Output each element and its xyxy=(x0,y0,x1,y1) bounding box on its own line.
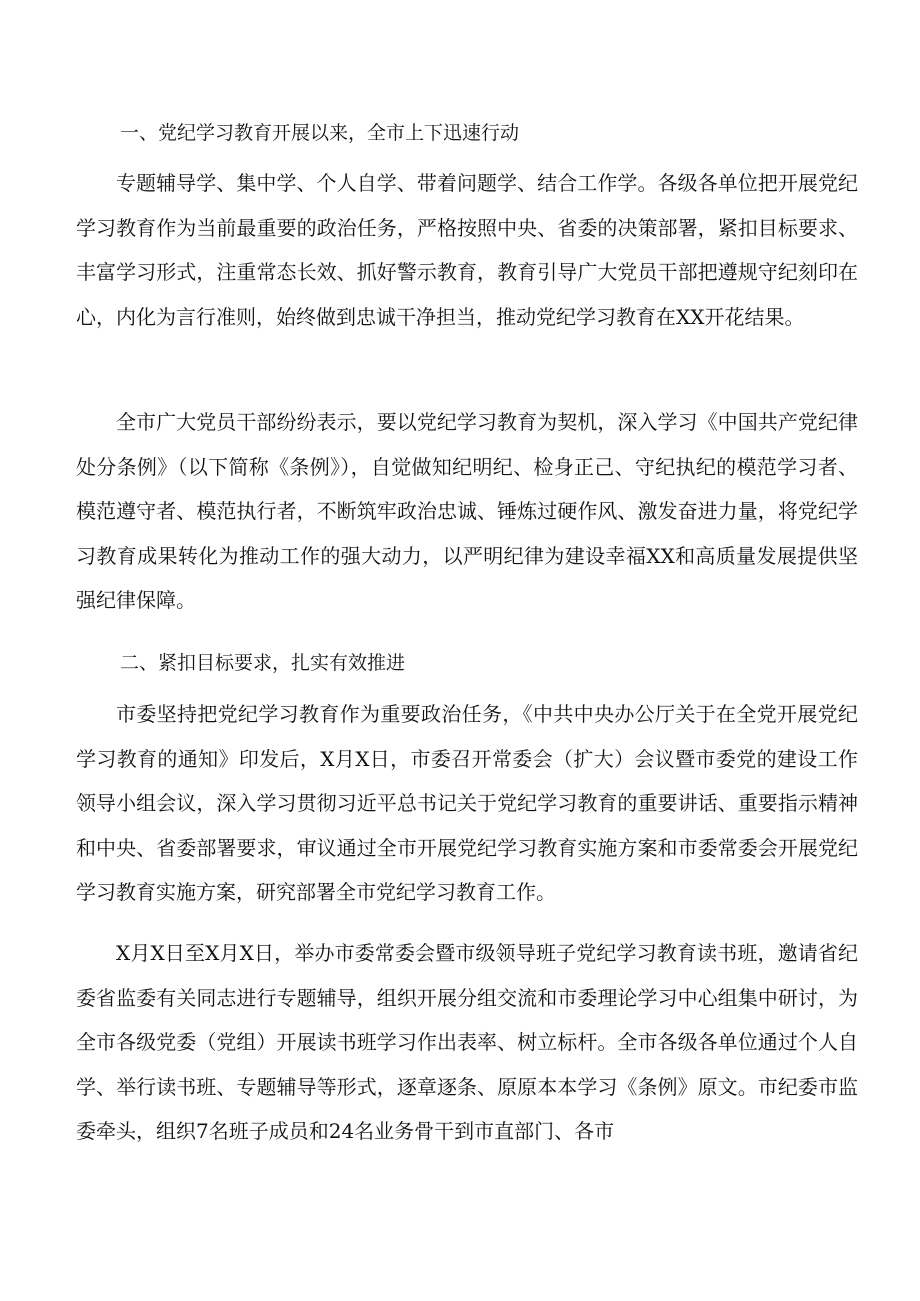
section-2-paragraph-2: X月X日至X月X日，举办市委常委会暨市级领导班子党纪学习教育读书班，邀请省纪委省监委有关同志进行专题辅导，组织开展分组交流和市委理论学习中心组集中研讨，为全市各级党委（党组）开展读书班学习作出表率、树立标杆。全市各级各单位通过个人自学、举行读书班、专题辅导等形式，逐章逐条、原原本本学习《条例》原文。市纪委市监委牵头，组织7名班子成员和24名业务骨干到市直部门、各市 xyxy=(76,941,858,1143)
section-1-heading: 一、党纪学习教育开展以来，全市上下迅速行动 xyxy=(120,122,520,144)
section-1-paragraph-1: 专题辅导学、集中学、个人自学、带着问题学、结合工作学。各级各单位把开展党纪学习教育作为当前最重要的政治任务，严格按照中央、省委的决策部署，紧扣目标要求、丰富学习形式，注重常态长效、抓好警示教育，教育引导广大党员干部把遵规守纪刻印在心，内化为言行准则，始终做到忠诚干净担当，推动党纪学习教育在XX开花结果。 xyxy=(76,171,858,329)
section-1-paragraph-2: 全市广大党员干部纷纷表示，要以党纪学习教育为契机，深入学习《中国共产党纪律处分条例》（以下简称《条例》），自觉做知纪明纪、检身正己、守纪执纪的模范学习者、模范遵守者、模范执行者，不断筑牢政治忠诚、锤炼过硬作风、激发奋进力量，将党纪学习教育成果转化为推动工作的强大动力，以严明纪律为建设幸福XX和高质量发展提供坚强纪律保障。 xyxy=(76,410,858,612)
section-2-paragraph-1: 市委坚持把党纪学习教育作为重要政治任务，《中共中央办公厅关于在全党开展党纪学习教育的通知》印发后，X月X日，市委召开常委会（扩大）会议暨市委党的建设工作领导小组会议，深入学习贯彻习近平总书记关于党纪学习教育的重要讲话、重要指示精神和中央、省委部署要求，审议通过全市开展党纪学习教育实施方案和市委常委会开展党纪学习教育实施方案，研究部署全市党纪学习教育工作。 xyxy=(76,702,858,904)
section-2-heading: 二、紧扣目标要求，扎实有效推进 xyxy=(120,652,406,674)
